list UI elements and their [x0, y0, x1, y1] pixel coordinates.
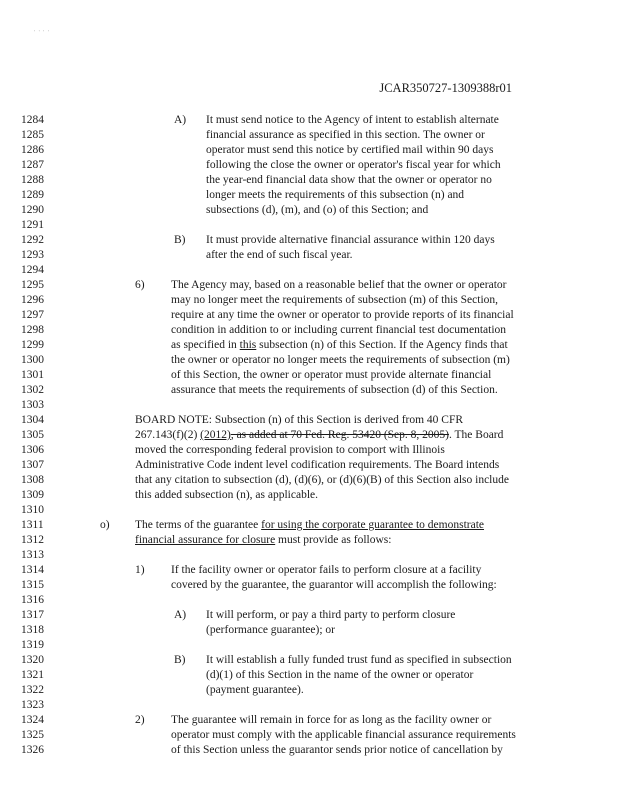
line-number: 1323	[21, 699, 44, 711]
text-line: financial assurance as specified in this section. The owner or	[206, 129, 485, 141]
label-6: 6)	[135, 279, 145, 291]
text-line: (performance guarantee); or	[206, 624, 335, 636]
text-line: It will perform, or pay a third party to perform closure	[206, 609, 456, 621]
line-number: 1297	[21, 309, 44, 321]
line-number: 1311	[21, 519, 44, 531]
line-number: 1319	[21, 639, 44, 651]
line-number: 1324	[21, 714, 44, 726]
line-number: 1320	[21, 654, 44, 666]
board-note-line: BOARD NOTE: Subsection (n) of this Section is derived from 40 CFR	[135, 414, 464, 426]
board-note-line: moved the corresponding federal provision to comport with Illinois	[135, 444, 445, 456]
board-note-line: 267.143(f)(2) (2012), as added at 70 Fed. Reg. 53420 (Sep. 8, 2005). The Board	[135, 429, 504, 441]
text-line: after the end of such fiscal year.	[206, 249, 353, 261]
text-line: (payment guarantee).	[206, 684, 304, 696]
text-line: operator must comply with the applicable financial assurance requirements	[171, 729, 516, 741]
text-line: The terms of the guarantee for using the corporate guarantee to demonstrate	[135, 519, 485, 531]
label-o: o)	[100, 519, 110, 531]
text-line: of this Section unless the guarantor sends prior notice of cancellation by	[171, 744, 503, 756]
line-number: 1306	[21, 444, 44, 456]
document-id: JCAR350727-1309388r01	[379, 81, 512, 95]
board-note-line: this added subsection (n), as applicable.	[135, 489, 318, 501]
text-line: financial assurance for closure must provide as follows:	[135, 534, 392, 546]
line-number: 1303	[21, 399, 44, 411]
line-number: 1312	[21, 534, 44, 546]
text-line: covered by the guarantee, the guarantor will accomplish the following:	[171, 579, 497, 591]
text-line: operator must send this notice by certified mail within 90 days	[206, 144, 494, 156]
line-number: 1301	[21, 369, 44, 381]
line-number: 1300	[21, 354, 44, 366]
text-line: subsections (d), (m), and (o) of this Section; and	[206, 204, 429, 216]
page-mark: ' ' ' '	[34, 30, 50, 36]
text-line: The Agency may, based on a reasonable belief that the owner or operator	[171, 279, 507, 291]
text-line: If the facility owner or operator fails to perform closure at a facility	[171, 564, 482, 576]
line-number: 1295	[21, 279, 44, 291]
label-A: A)	[174, 609, 187, 621]
board-note-line: Administrative Code indent level codification requirements. The Board intends	[135, 459, 500, 471]
text-line: The guarantee will remain in force for as long as the facility owner or	[171, 714, 492, 726]
line-number: 1309	[21, 489, 44, 501]
line-number: 1298	[21, 324, 44, 336]
label-2: 2)	[135, 714, 145, 726]
text-line: following the close the owner or operator's fiscal year for which	[206, 159, 501, 171]
text-line: the year-end financial data show that the owner or operator no	[206, 174, 492, 186]
line-number: 1321	[21, 669, 44, 681]
line-number: 1304	[21, 414, 44, 426]
text-line: longer meets the requirements of this subsection (n) and	[206, 189, 465, 201]
line-number: 1291	[21, 219, 44, 231]
text-line: assurance that meets the requirements of subsection (d) of this Section.	[171, 384, 498, 396]
line-number: 1294	[21, 264, 44, 276]
line-number: 1299	[21, 339, 44, 351]
text-line: (d)(1) of this Section in the name of the owner or operator	[206, 669, 474, 681]
line-number: 1287	[21, 159, 44, 171]
text-line: as specified in this subsection (n) of this Section. If the Agency finds that	[171, 339, 508, 351]
line-number: 1292	[21, 234, 44, 246]
line-number: 1302	[21, 384, 44, 396]
line-number: 1315	[21, 579, 44, 591]
line-number: 1285	[21, 129, 44, 141]
line-number: 1307	[21, 459, 44, 471]
line-number: 1318	[21, 624, 44, 636]
line-number: 1308	[21, 474, 44, 486]
line-number: 1288	[21, 174, 44, 186]
line-number: 1326	[21, 744, 44, 756]
line-number: 1316	[21, 594, 44, 606]
line-number: 1290	[21, 204, 44, 216]
line-number: 1313	[21, 549, 44, 561]
text-line: It must send notice to the Agency of intent to establish alternate	[206, 114, 499, 126]
line-number: 1317	[21, 609, 44, 621]
line-number: 1293	[21, 249, 44, 261]
line-number: 1284	[21, 114, 44, 126]
line-number: 1305	[21, 429, 44, 441]
text-line: require at any time the owner or operator to provide reports of its financial	[171, 309, 514, 321]
label-B: B)	[174, 654, 186, 666]
label-A: A)	[174, 114, 187, 126]
line-number: 1325	[21, 729, 44, 741]
text-line: the owner or operator no longer meets the requirements of subsection (m)	[171, 354, 510, 366]
text-line: may no longer meet the requirements of subsection (m) of this Section,	[171, 294, 499, 306]
line-number: 1314	[21, 564, 44, 576]
text-line: condition in addition to or including current financial test documentation	[171, 324, 507, 336]
text-line: It will establish a fully funded trust fund as specified in subsection	[206, 654, 512, 666]
line-number: 1289	[21, 189, 44, 201]
line-number: 1322	[21, 684, 44, 696]
board-note-line: that any citation to subsection (d), (d)(6), or (d)(6)(B) of this Section also include	[135, 474, 509, 486]
label-B: B)	[174, 234, 186, 246]
label-1: 1)	[135, 564, 145, 576]
text-line: of this Section, the owner or operator must provide alternate financial	[171, 369, 492, 381]
line-number: 1296	[21, 294, 44, 306]
line-number: 1310	[21, 504, 44, 516]
line-number: 1286	[21, 144, 44, 156]
text-line: It must provide alternative financial assurance within 120 days	[206, 234, 495, 246]
